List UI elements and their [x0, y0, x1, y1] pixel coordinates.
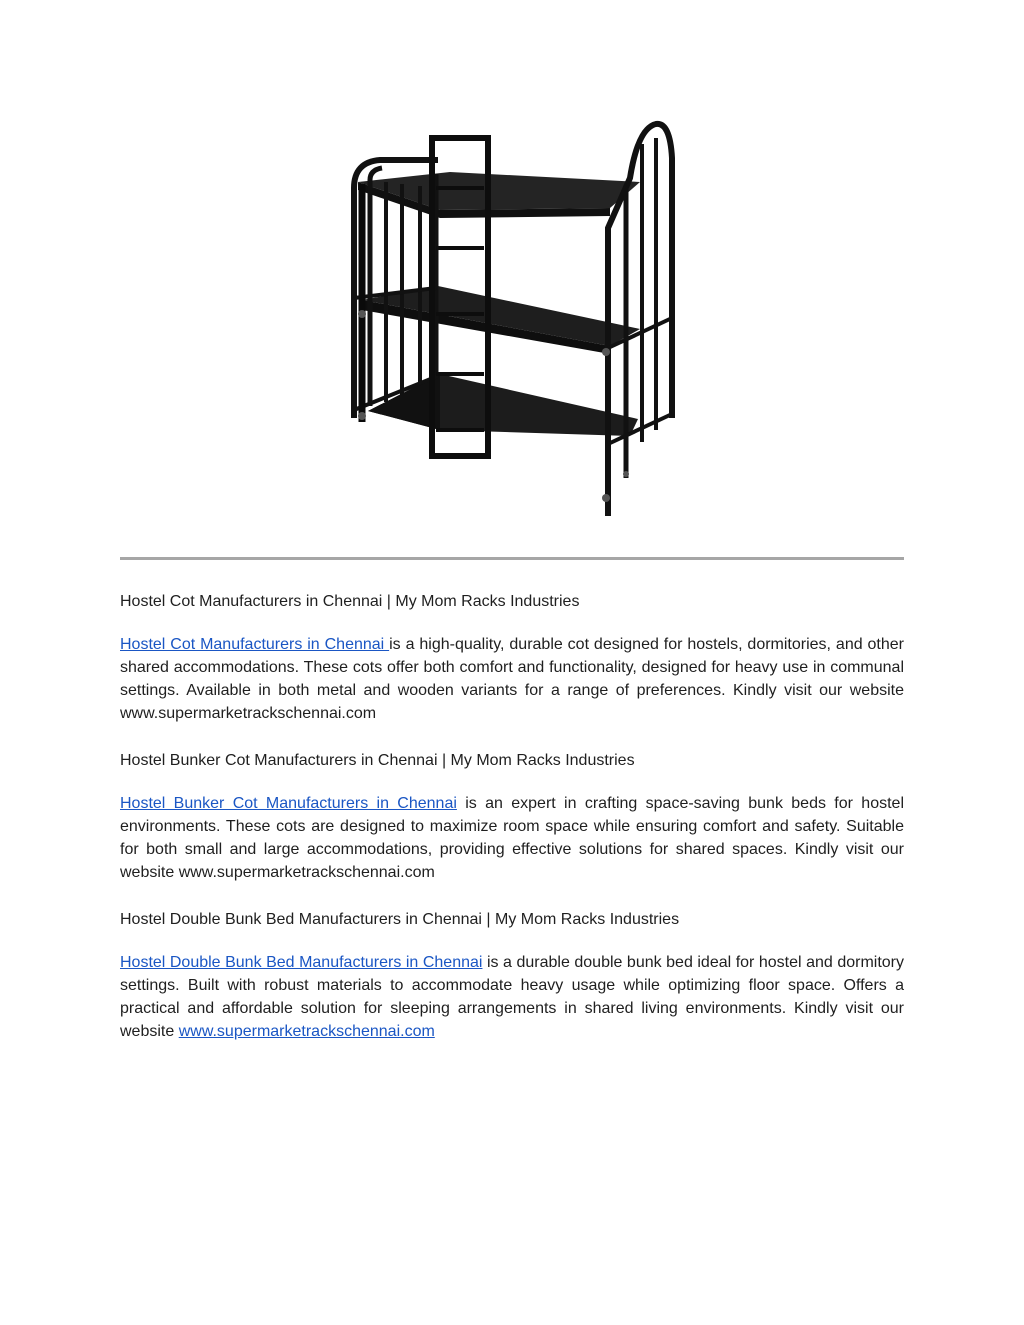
section-heading-hostel-cot: Hostel Cot Manufacturers in Chennai | My Mom Racks Industries	[120, 593, 580, 610]
section-paragraph-hostel-cot	[120, 633, 904, 725]
horizontal-divider	[120, 557, 904, 560]
section-heading-bunker-cot: Hostel Bunker Cot Manufacturers in Chennai | My Mom Racks Industries	[120, 752, 635, 769]
bunker-cot-link[interactable]: Hostel Bunker Cot Manufacturers in Chennai	[120, 795, 457, 812]
paragraph-text: is an expert in crafting space-saving bunk beds for hostel environments. These cots are designed to maximize room space while ensuring comfort and safety. Suitable for both small and large accommodations, providing effective solutions for shared spaces. Kindly visit our website www.supermarketrackschennai.com	[120, 795, 904, 881]
bunk-bed-image	[310, 118, 714, 526]
double-bunk-bed-link[interactable]: Hostel Double Bunk Bed Manufacturers in Chennai	[120, 954, 483, 971]
paragraph-text: is a durable double bunk bed ideal for hostel and dormitory settings. Built with robust materials to accommodate heavy usage while optimizing floor space. Offers a practical and affordable solution for sleeping arrangements in shared living environments. Kindly visit our website	[120, 954, 905, 1040]
document-content	[120, 590, 904, 1043]
paragraph-text: is a high-quality, durable cot designed for hostels, dormitories, and other shared accommodations. These cots offer both comfort and functionality, designed for heavy use in communal settings. Available in both metal and wooden variants for a range of preferences. Kindly visit our website www.supermarketrackschennai.com	[120, 636, 904, 722]
hostel-cot-link[interactable]: Hostel Cot Manufacturers in Chennai	[120, 636, 390, 653]
section-paragraph-bunker-cot	[120, 792, 904, 884]
section-heading-double-bunk: Hostel Double Bunk Bed Manufacturers in Chennai | My Mom Racks Industries	[120, 911, 680, 928]
section-paragraph-double-bunk	[120, 951, 904, 1043]
website-link[interactable]: www.supermarketrackschennai.com	[178, 1023, 435, 1040]
